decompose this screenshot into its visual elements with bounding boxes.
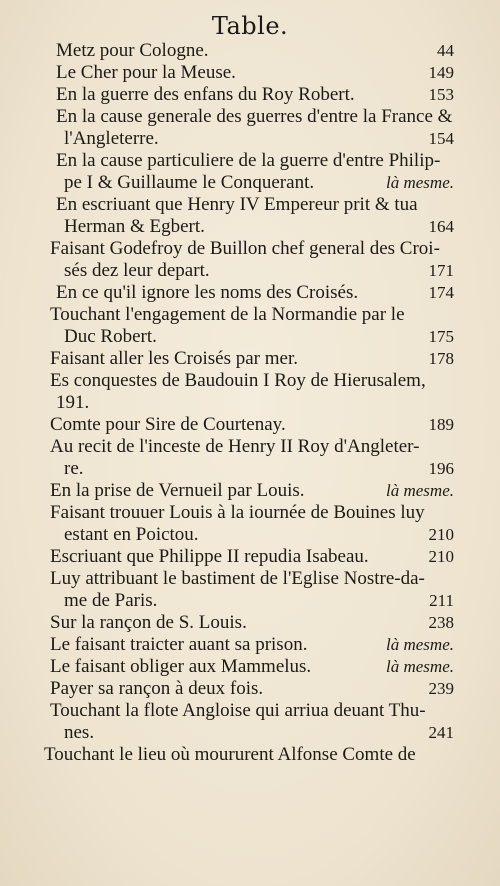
entry-text: me de Paris. <box>64 590 158 611</box>
page-reference: 175 <box>428 327 454 346</box>
entry-line <box>0 238 500 260</box>
entry-text: Comte pour Sire de Courtenay. <box>50 414 286 435</box>
page-reference: 174 <box>428 283 454 302</box>
entry-text: En ce qu'il ignore les noms des Croisés. <box>56 282 359 303</box>
entry-text: Faisant Godefroy de Buillon chef general des Croi- <box>50 238 440 259</box>
entry-text: Le faisant traicter auant sa prison. <box>50 634 308 655</box>
entry-text: estant en Poictou. <box>64 524 199 545</box>
entry-line <box>0 590 500 612</box>
page-reference: 44 <box>437 41 454 60</box>
entry-text: l'Angleterre. <box>64 128 159 149</box>
page-reference: 211 <box>429 591 454 610</box>
page-reference: là mesme. <box>386 657 454 676</box>
page-reference: 178 <box>428 349 454 368</box>
entry-text: Herman & Egbert. <box>64 216 205 237</box>
entry-line <box>0 502 500 524</box>
entry-line <box>0 678 500 700</box>
entry-line <box>0 634 500 656</box>
entry-text: Sur la rançon de S. Louis. <box>50 612 247 633</box>
entry-text: Touchant la flote Angloise qui arriua deuant Thu- <box>50 700 426 721</box>
entry-text: Duc Robert. <box>64 326 157 347</box>
entry-line <box>0 194 500 216</box>
entry-text: pe I & Guillaume le Conquerant. <box>64 172 315 193</box>
entry-text: En escriuant que Henry IV Empereur prit & tua <box>56 194 418 215</box>
entry-line <box>0 106 500 128</box>
entry-line <box>0 304 500 326</box>
entry-line <box>0 722 500 744</box>
entry-line <box>0 348 500 370</box>
page-header: Table. <box>211 12 289 40</box>
entry-line <box>0 282 500 304</box>
entry-line <box>0 744 500 766</box>
page-reference: 241 <box>428 723 454 742</box>
entry-text: Touchant l'engagement de la Normandie par le <box>50 304 405 325</box>
entry-text: Payer sa rançon à deux fois. <box>50 678 264 699</box>
page-reference: là mesme. <box>386 635 454 654</box>
entry-line <box>0 40 500 62</box>
entry-line <box>0 370 500 392</box>
entry-line <box>0 414 500 436</box>
entry-line <box>0 656 500 678</box>
entry-text: Metz pour Cologne. <box>56 40 209 61</box>
entry-line <box>0 260 500 282</box>
entry-text: Le Cher pour la Meuse. <box>56 62 236 83</box>
entry-line <box>0 700 500 722</box>
entry-text: nes. <box>64 722 95 743</box>
entry-text: sés dez leur depart. <box>64 260 210 281</box>
entry-line <box>0 458 500 480</box>
table-entries <box>0 40 500 766</box>
page-reference: 171 <box>428 261 454 280</box>
entry-line <box>0 172 500 194</box>
page-reference: 210 <box>428 525 454 544</box>
entry-line <box>0 568 500 590</box>
entry-line <box>0 326 500 348</box>
entry-text: Au recit de l'inceste de Henry II Roy d'Angleter- <box>50 436 420 457</box>
page-reference: 149 <box>428 63 454 82</box>
page-reference: 154 <box>428 129 454 148</box>
entry-line <box>0 392 500 414</box>
entry-line <box>0 480 500 502</box>
entry-line <box>0 546 500 568</box>
entry-line <box>0 524 500 546</box>
entry-text: re. <box>64 458 84 479</box>
entry-text: En la cause generale des guerres d'entre la France & <box>56 106 453 127</box>
page-reference: 189 <box>428 415 454 434</box>
entry-line <box>0 436 500 458</box>
page-reference: 210 <box>428 547 454 566</box>
entry-text: Es conquestes de Baudouin I Roy de Hierusalem, <box>50 370 426 391</box>
page-reference: 196 <box>428 459 454 478</box>
entry-line <box>0 150 500 172</box>
entry-text: Faisant trouuer Louis à la iournée de Bouines luy <box>50 502 425 523</box>
page-reference: 164 <box>428 217 454 236</box>
page-reference: là mesme. <box>386 481 454 500</box>
entry-line <box>0 128 500 150</box>
entry-text: Le faisant obliger aux Mammelus. <box>50 656 312 677</box>
page-reference: 239 <box>428 679 454 698</box>
page-reference: 238 <box>428 613 454 632</box>
entry-text: En la guerre des enfans du Roy Robert. <box>56 84 355 105</box>
entry-text: Touchant le lieu où moururent Alfonse Comte de <box>44 744 416 765</box>
entry-line <box>0 62 500 84</box>
entry-text: En la prise de Vernueil par Louis. <box>50 480 305 501</box>
entry-text: 191. <box>56 392 90 413</box>
entry-text: Escriuant que Philippe II repudia Isabeau. <box>50 546 369 567</box>
entry-text: Faisant aller les Croisés par mer. <box>50 348 298 369</box>
page-reference: là mesme. <box>386 173 454 192</box>
entry-line <box>0 84 500 106</box>
entry-line <box>0 612 500 634</box>
entry-text: Luy attribuant le bastiment de l'Eglise Nostre-da- <box>50 568 425 589</box>
entry-text: En la cause particuliere de la guerre d'entre Philip- <box>56 150 441 171</box>
entry-line <box>0 216 500 238</box>
page-reference: 153 <box>428 85 454 104</box>
